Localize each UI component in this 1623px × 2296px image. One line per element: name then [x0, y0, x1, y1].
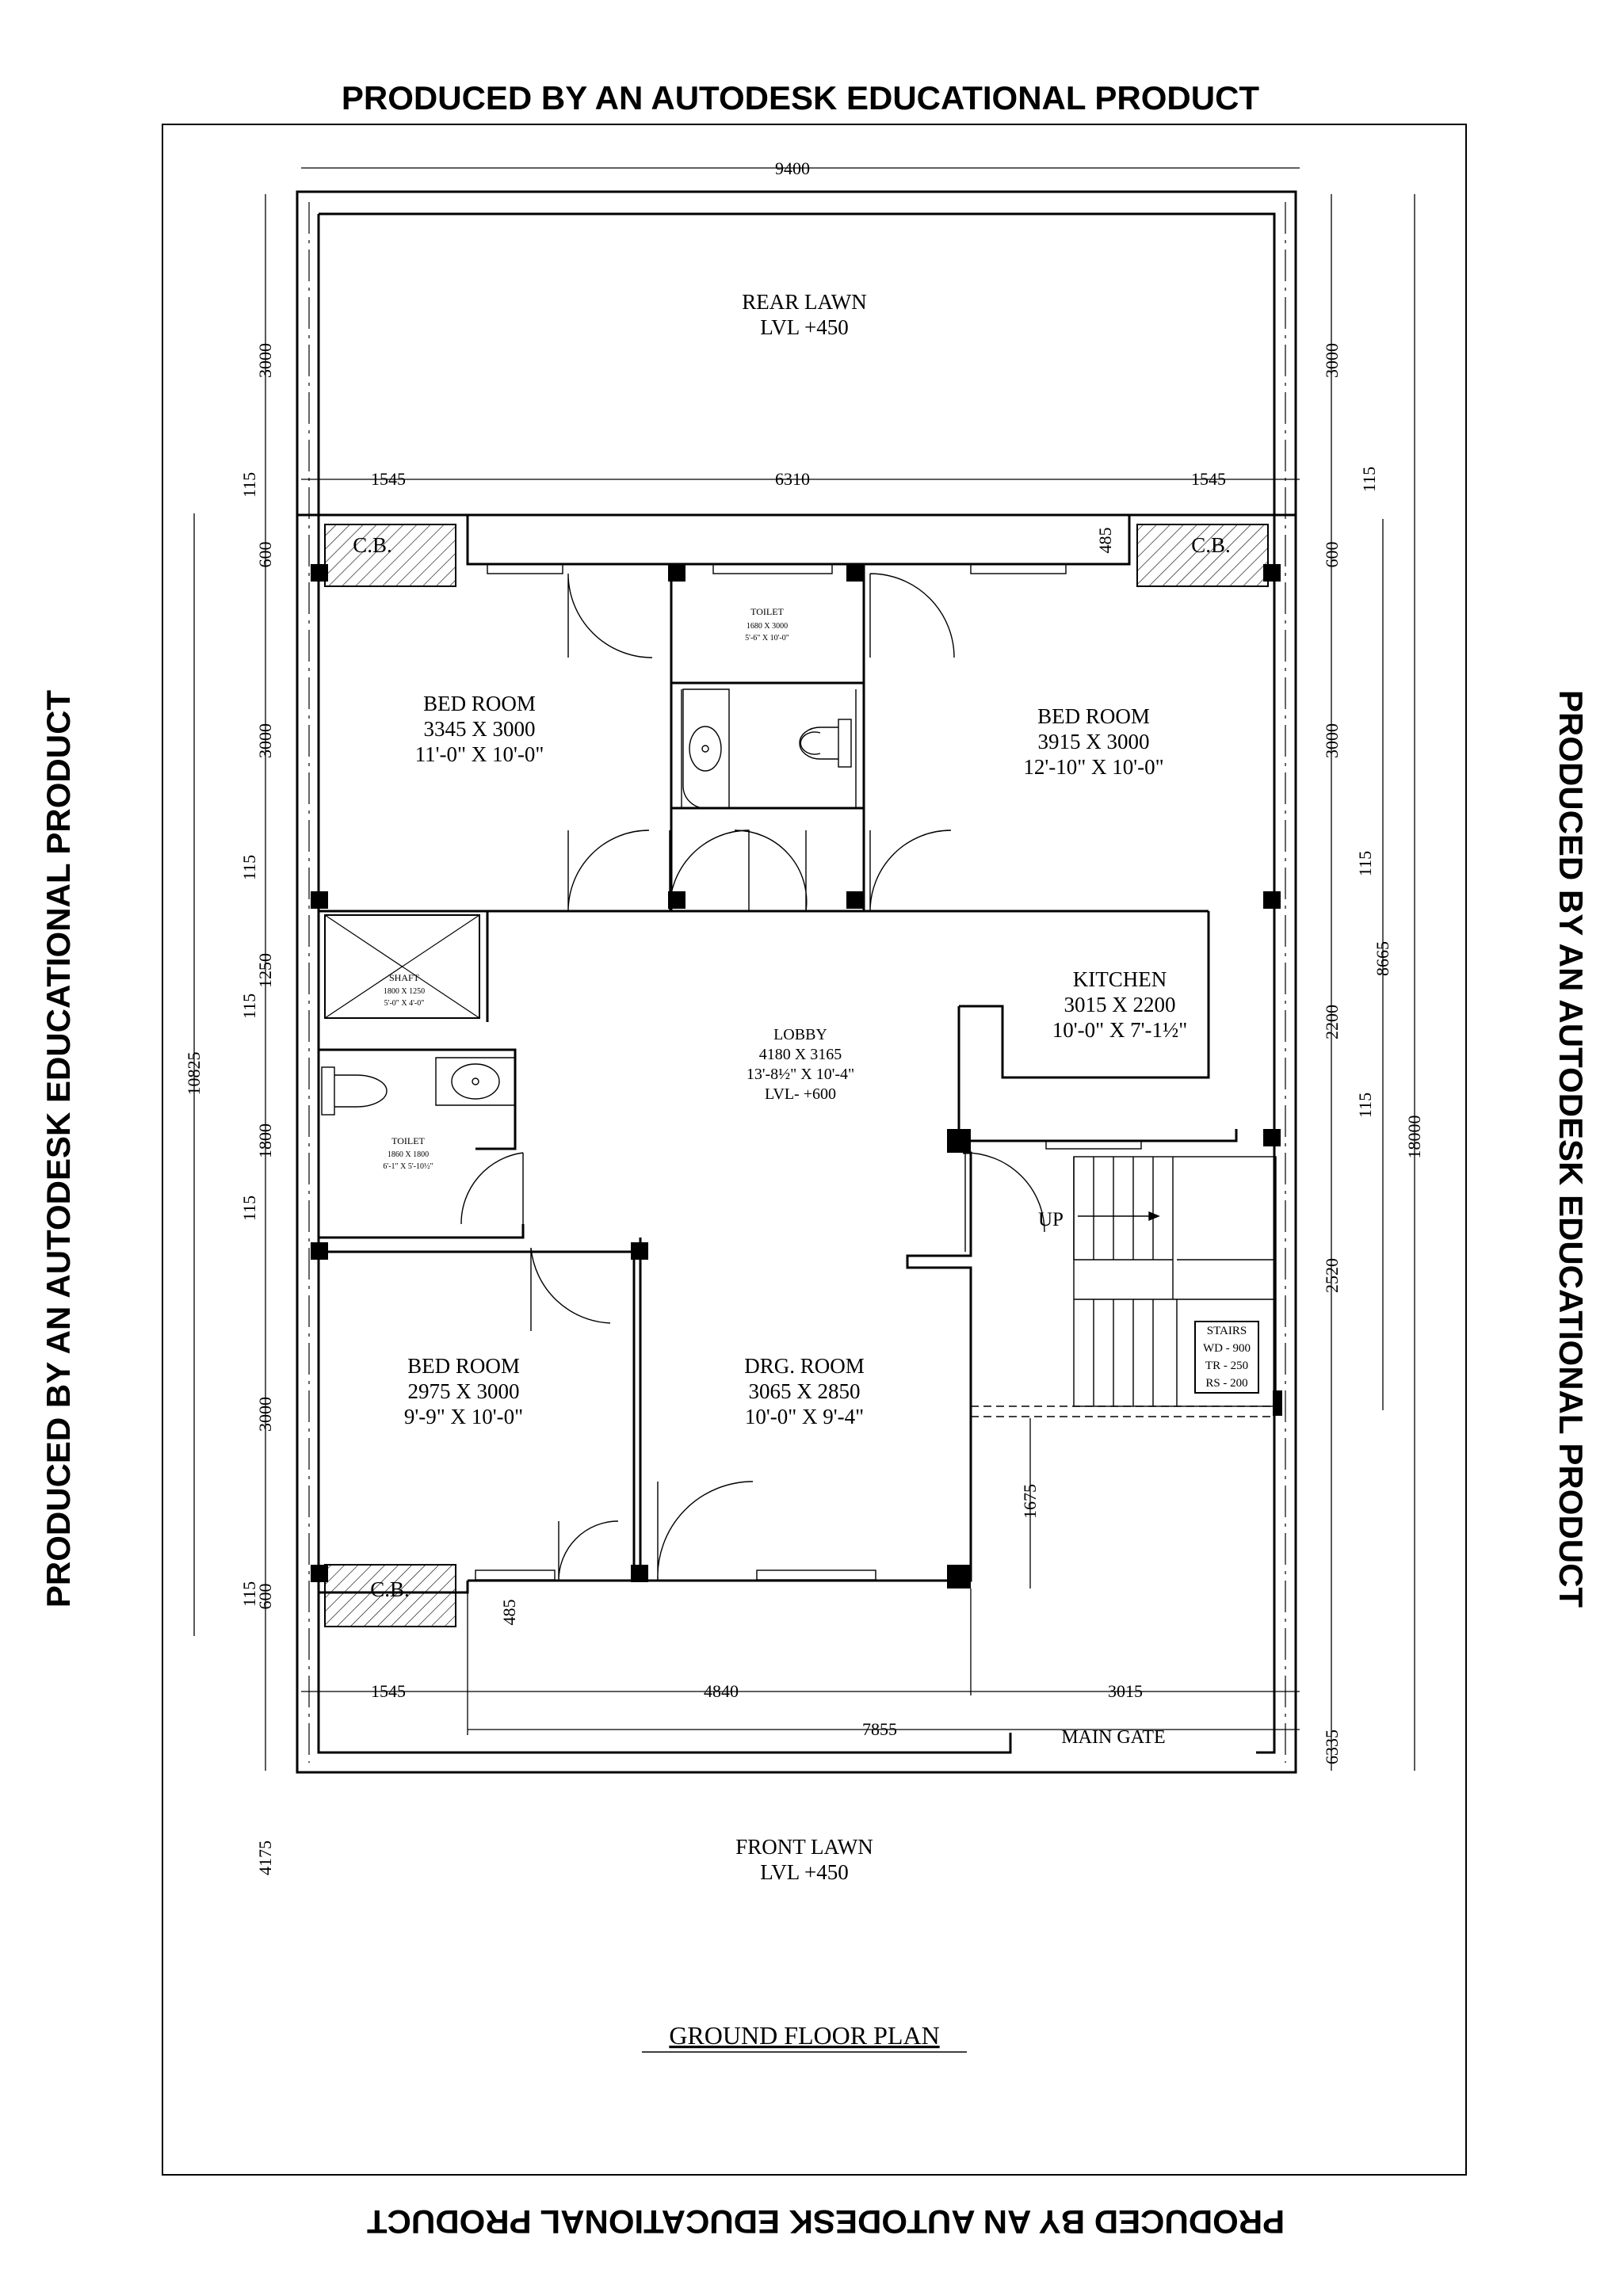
kitchen-name: KITCHEN: [1072, 967, 1167, 991]
bed-room-1-size: 3345 X 3000: [423, 717, 536, 741]
watermark-left: PRODUCED BY AN AUTODESK EDUCATIONAL PRODUCT: [40, 689, 77, 1608]
dim-left-3000-top: 3000: [255, 343, 275, 378]
dim-left-600-a: 600: [255, 541, 275, 568]
drg-room-size: 3065 X 2850: [748, 1379, 861, 1403]
stairs-title: STAIRS: [1206, 1325, 1247, 1337]
dim-right-115-c: 115: [1355, 1092, 1375, 1119]
dim-left-115-a: 115: [239, 471, 259, 498]
bed-room-1-imperial: 11'-0" X 10'-0": [414, 742, 544, 766]
dim-top-total: 9400: [775, 158, 810, 178]
watermark-top: PRODUCED BY AN AUTODESK EDUCATIONAL PRODUCT: [341, 79, 1260, 116]
dim-top-left: 1545: [371, 469, 406, 489]
dim-right-3000-top: 3000: [1322, 343, 1342, 378]
dim-right-115-a: 115: [1359, 466, 1379, 493]
dim-left-1800: 1800: [255, 1123, 275, 1158]
kitchen-imperial: 10'-0" X 7'-1½": [1052, 1018, 1188, 1042]
dim-bottom-right: 3015: [1108, 1681, 1143, 1701]
lobby-name: LOBBY: [773, 1026, 827, 1043]
dim-left-1250: 1250: [255, 953, 275, 988]
toilet-2-size: 1860 X 1800: [387, 1150, 430, 1159]
stairs-wd: WD - 900: [1203, 1342, 1251, 1355]
lobby-level: LVL- +600: [765, 1085, 836, 1103]
rear-lawn-name: REAR LAWN: [742, 290, 867, 314]
dim-right-6335: 6335: [1322, 1730, 1342, 1764]
bed-room-2-name: BED ROOM: [1037, 704, 1150, 728]
toilet-2-name: TOILET: [391, 1135, 425, 1146]
toilet-1-name: TOILET: [750, 606, 784, 617]
toilet-1-imperial: 5'-6" X 10'-0": [745, 634, 789, 643]
dim-left-3000-bot: 3000: [255, 1397, 275, 1432]
kitchen-size: 3015 X 2200: [1064, 993, 1176, 1016]
dim-left-4175: 4175: [255, 1840, 275, 1875]
bed-room-2-imperial: 12'-10" X 10'-0": [1023, 755, 1164, 779]
bed-room-3-size: 2975 X 3000: [407, 1379, 520, 1403]
main-gate-label: MAIN GATE: [1061, 1727, 1166, 1748]
dim-left-115-c: 115: [239, 993, 259, 1020]
dim-bottom-left: 1545: [371, 1681, 406, 1701]
dim-left-115-d: 115: [239, 1195, 259, 1222]
drg-room-name: DRG. ROOM: [744, 1354, 865, 1378]
shaft-imperial: 5'-0" X 4'-0": [384, 999, 425, 1008]
dim-top-right: 1545: [1191, 469, 1226, 489]
dim-gap-485-top: 485: [1095, 527, 1115, 554]
watermark-right: PRODUCED BY AN AUTODESK EDUCATIONAL PRODUCT: [1552, 689, 1590, 1608]
drawing-title: GROUND FLOOR PLAN: [669, 2021, 940, 2050]
cb-label-2: C.B.: [1191, 533, 1231, 557]
dim-drg-1675: 1675: [1020, 1484, 1040, 1519]
dim-right-3000-mid: 3000: [1322, 723, 1342, 758]
cb-label-1: C.B.: [353, 533, 392, 557]
cb-label-3: C.B.: [370, 1577, 410, 1601]
stairs-tr: TR - 250: [1205, 1360, 1249, 1372]
bed-room-1-name: BED ROOM: [423, 692, 536, 715]
dim-bottom-total: 7855: [862, 1719, 897, 1739]
drg-room-imperial: 10'-0" X 9'-4": [744, 1405, 865, 1428]
rear-lawn-level: LVL +450: [760, 315, 849, 339]
bed-room-3-imperial: 9'-9" X 10'-0": [403, 1405, 524, 1428]
dim-right-8665: 8665: [1373, 941, 1392, 976]
dim-left-115-e: 115: [239, 1581, 259, 1608]
shaft-name: SHAFT: [388, 972, 420, 983]
shaft-size: 1800 X 1250: [383, 987, 426, 996]
dim-gap-485-bot: 485: [499, 1599, 519, 1626]
toilet-1-size: 1680 X 3000: [746, 622, 789, 631]
dim-right-18000: 18000: [1404, 1115, 1424, 1159]
dim-right-115-b: 115: [1355, 850, 1375, 877]
dim-right-600: 600: [1322, 541, 1342, 568]
dim-top-mid: 6310: [775, 469, 810, 489]
dim-left-overall: 10825: [184, 1051, 204, 1096]
dimension-lines: [194, 168, 1415, 1771]
dim-left-600-b: 600: [255, 1583, 275, 1610]
lobby-size: 4180 X 3165: [758, 1046, 842, 1063]
dim-left-3000-mid: 3000: [255, 723, 275, 758]
toilet-2-imperial: 6'-1" X 5'-10½": [383, 1162, 433, 1171]
bed-room-2-size: 3915 X 3000: [1037, 730, 1150, 753]
bed-room-3-name: BED ROOM: [407, 1354, 520, 1378]
front-lawn-name: FRONT LAWN: [735, 1835, 873, 1859]
dim-left-115-b: 115: [239, 854, 259, 881]
stairs-rs: RS - 200: [1205, 1377, 1248, 1390]
stairs-up-label: UP: [1038, 1209, 1064, 1230]
front-lawn-level: LVL +450: [760, 1860, 849, 1884]
dim-right-2520: 2520: [1322, 1258, 1342, 1293]
dim-bottom-mid: 4840: [704, 1681, 739, 1701]
watermark-bottom: PRODUCED BY AN AUTODESK EDUCATIONAL PRODUCT: [366, 2203, 1285, 2241]
dim-right-2200: 2200: [1322, 1005, 1342, 1039]
lobby-imperial: 13'-8½" X 10'-4": [746, 1066, 855, 1083]
